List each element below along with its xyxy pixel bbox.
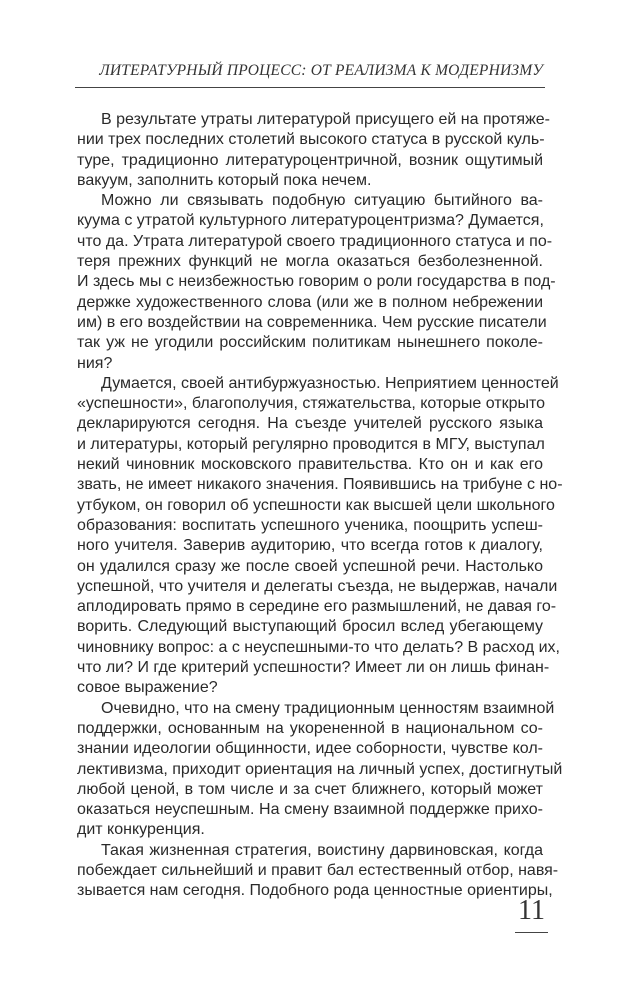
text-line: чиновнику вопрос: а с неуспешными-то что делать? В расход их, <box>77 638 560 656</box>
text-line: он удалился сразу же после своей успешной речи. Настолько <box>77 557 543 575</box>
text-line: Можно ли связывать подобную ситуацию бытийного ва- <box>101 192 543 210</box>
paragraph <box>77 191 556 374</box>
text-line: нии трех последних столетий высокого статуса в русской куль- <box>77 131 545 149</box>
paragraph <box>77 110 550 191</box>
running-header: ЛИТЕРАТУРНЫЙ ПРОЦЕСС: ОТ РЕАЛИЗМА К МОДЕРНИЗМУ <box>99 62 543 79</box>
text-line: Такая жизненная стратегия, воистину дарвиновская, когда <box>101 841 543 859</box>
page-number-divider <box>515 932 548 933</box>
text-line: зывается нам сегодня. Подобного рода ценностные ориентиры, <box>77 882 553 900</box>
text-line: ворить. Следующий выступающий бросил вслед убегающему <box>77 618 543 636</box>
text-line: любой ценой, в том числе и за счет ближнего, который может <box>77 780 543 798</box>
text-line: знании идеологии общинности, идее соборности, чувстве кол- <box>77 740 543 758</box>
text-line: лективизма, приходит ориентация на личный успех, достигнутый <box>77 760 563 778</box>
text-line: образования: воспитать успешного ученика, поощрить успеш- <box>77 516 543 534</box>
paragraph <box>77 699 563 841</box>
text-line: звать, не имеет никакого значения. Появившись на трибуне с но- <box>77 476 563 494</box>
text-line: что ли? И где критерий успешности? Имеет ли он лишь финан- <box>77 659 550 677</box>
text-line: декларируются сегодня. На съезде учителей русского языка <box>77 415 543 433</box>
text-line: куума с утратой культурного литературоцентризма? Думается, <box>77 212 544 230</box>
text-line: что да. Утрата литературой своего традиционного статуса и по- <box>77 232 553 250</box>
text-line: поддержки, основанным на укорененной в национальном со- <box>77 719 543 737</box>
text-line: им) в его воздействии на современника. Чем русские писатели <box>77 313 547 331</box>
text-line: Очевидно, что на смену традиционным ценностям взаимной <box>101 699 555 717</box>
text-line: туре, традиционно литературоцентричной, возник ощутимый <box>77 151 543 169</box>
header-divider <box>75 87 545 88</box>
text-line: успешной, что учителя и делегаты съезда, не выдержав, начали <box>77 577 558 595</box>
text-line: так уж не угодили российским политикам нынешнего поколе- <box>77 334 543 352</box>
body-text <box>77 110 563 902</box>
text-line: аплодировать прямо в середине его размышлений, не давая го- <box>77 598 557 616</box>
text-line: вакуум, заполнить который пока нечем. <box>77 171 372 189</box>
text-line: утбуком, он говорил об успешности как высшей цели школьного <box>77 496 555 514</box>
text-line: В результате утраты литературой присущего ей на протяже- <box>101 111 550 128</box>
text-line: ного учителя. Заверив аудиторию, что всегда готов к диалогу, <box>77 537 543 555</box>
text-line: держке художественного слова (или же в полном небрежении <box>77 293 543 311</box>
text-line: И здесь мы с неизбежностью говорим о роли государства в под- <box>77 273 556 291</box>
page-number: 11 <box>518 895 545 926</box>
text-line: дит конкуренция. <box>77 821 205 839</box>
text-line: некий чиновник московского правительства. Кто он и как его <box>77 456 543 474</box>
text-line: ния? <box>77 354 113 372</box>
text-line: оказаться неуспешным. На смену взаимной поддержке прихо- <box>77 801 543 819</box>
text-line: теря прежних функций не могла оказаться безболезненной. <box>77 253 543 271</box>
text-line: и литературы, который регулярно проводится в МГУ, выступал <box>77 435 545 453</box>
text-line: «успешности», благополучия, стяжательства, которые открыто <box>77 395 546 413</box>
text-line: совое выражение? <box>77 679 218 697</box>
text-line: Думается, своей антибуржуазностью. Неприятием ценностей <box>101 374 559 392</box>
paragraph <box>77 841 559 902</box>
text-line: побеждает сильнейший и правит бал естественный отбор, навя- <box>77 861 559 879</box>
paragraph <box>77 374 563 699</box>
